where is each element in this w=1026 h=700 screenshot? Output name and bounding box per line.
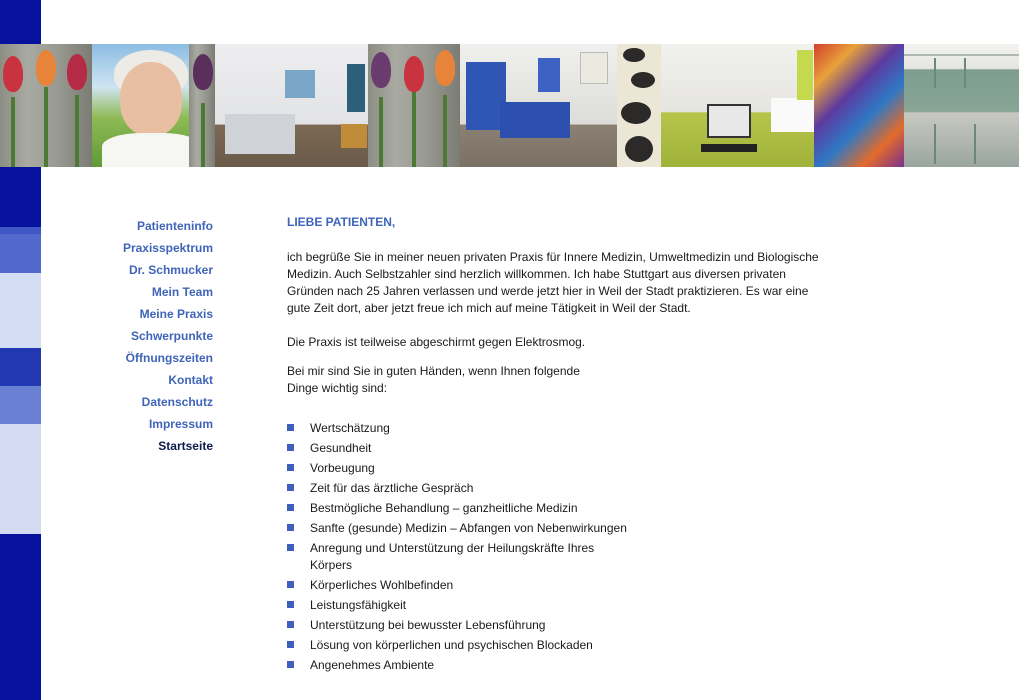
square-bullet-icon — [287, 424, 294, 431]
office-room-image — [460, 44, 617, 167]
square-bullet-icon — [287, 661, 294, 668]
header-banner — [0, 44, 1019, 167]
nav-item-impressum[interactable]: Impressum — [148, 417, 213, 431]
nav-item-praxisspektrum[interactable]: Praxisspektrum — [122, 241, 213, 255]
elektrosmog-paragraph: Die Praxis ist teilweise abgeschirmt gegen Elektrosmog. — [287, 335, 586, 349]
main-content — [287, 214, 832, 677]
list-item: Anregung und Unterstützung der Heilungskräfte Ihres Körpers — [287, 540, 630, 574]
treatment-room-image — [661, 44, 814, 167]
list-item: Sanfte (gesunde) Medizin – Abfangen von Nebenwirkungen — [287, 520, 630, 537]
list-item: Vorbeugung — [287, 460, 630, 477]
values-list — [287, 420, 832, 674]
list-item: Lösung von körperlichen und psychischen Blockaden — [287, 637, 630, 654]
kitchen-image — [904, 44, 1019, 167]
abstract-art-image — [814, 44, 904, 167]
square-bullet-icon — [287, 641, 294, 648]
doctor-portrait-image — [92, 44, 189, 167]
square-bullet-icon — [287, 544, 294, 551]
square-bullet-icon — [287, 504, 294, 511]
stones-image — [617, 44, 661, 167]
list-item: Körperliches Wohlbefinden — [287, 577, 630, 594]
values-intro-paragraph: Bei mir sind Sie in guten Händen, wenn Ihnen folgende Dinge wichtig sind: — [287, 364, 580, 395]
list-item: Wertschätzung — [287, 420, 630, 437]
list-item: Zeit für das ärztliche Gespräch — [287, 480, 630, 497]
main-navigation — [60, 216, 213, 458]
reception-room-image — [215, 44, 368, 167]
tulip-image — [189, 44, 215, 167]
square-bullet-icon — [287, 464, 294, 471]
nav-item-patienteninfo[interactable]: Patienteninfo — [136, 219, 213, 233]
page-heading: LIEBE PATIENTEN, — [287, 215, 396, 229]
tulip-image — [0, 44, 92, 167]
nav-item-meine-praxis[interactable]: Meine Praxis — [139, 307, 213, 321]
square-bullet-icon — [287, 524, 294, 531]
list-item: Leistungsfähigkeit — [287, 597, 630, 614]
nav-item-startseite[interactable]: Startseite — [158, 439, 213, 453]
nav-item-oeffnungszeiten[interactable]: Öffnungszeiten — [125, 351, 213, 365]
square-bullet-icon — [287, 621, 294, 628]
square-bullet-icon — [287, 484, 294, 491]
nav-item-schwerpunkte[interactable]: Schwerpunkte — [130, 329, 213, 343]
intro-paragraph: ich begrüße Sie in meiner neuen privaten Praxis für Innere Medizin, Umweltmedizin und Biologische Medizin. Auch Selbstzahler sind herzlich willkommen. Ich habe Stuttgart aus diversen privaten Gründen nach 25 Jahren verlassen und werde jetzt hier in Weil der Stadt praktizieren. Es war eine gute Zeit dort, aber jetzt freue ich mich auf meine Tätigkeit in Weil der Stadt. — [287, 250, 819, 315]
nav-item-mein-team[interactable]: Mein Team — [151, 285, 213, 299]
square-bullet-icon — [287, 444, 294, 451]
list-item: Gesundheit — [287, 440, 630, 457]
nav-item-kontakt[interactable]: Kontakt — [168, 373, 213, 387]
square-bullet-icon — [287, 601, 294, 608]
nav-item-datenschutz[interactable]: Datenschutz — [141, 395, 213, 409]
list-item: Bestmögliche Behandlung – ganzheitliche Medizin — [287, 500, 630, 517]
nav-item-dr-schmucker[interactable]: Dr. Schmucker — [128, 263, 213, 277]
list-item: Angenehmes Ambiente — [287, 657, 630, 674]
tulip-image — [368, 44, 460, 167]
square-bullet-icon — [287, 581, 294, 588]
list-item: Unterstützung bei bewusster Lebensführung — [287, 617, 630, 634]
